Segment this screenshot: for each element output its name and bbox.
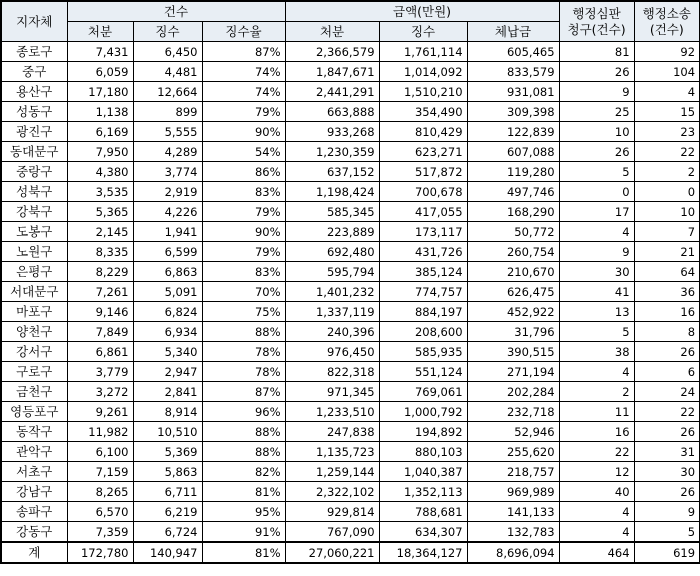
table-row: [1, 62, 700, 82]
cell-amount-arrears: 141,133: [467, 502, 559, 522]
cell-count-collection: 8,914: [133, 402, 202, 422]
table-row: [1, 442, 700, 462]
cell-amount-disposition: 2,366,579: [285, 42, 379, 62]
cell-amount-disposition: 595,794: [285, 262, 379, 282]
cell-count-collection: 6,711: [133, 482, 202, 502]
table-row: [1, 82, 700, 102]
cell-region-name: 성북구: [1, 182, 67, 202]
header-admin-appeal-line2: 청구(건수): [567, 21, 626, 37]
cell-count-collection: 4,226: [133, 202, 202, 222]
cell-count-disposition: 7,159: [67, 462, 133, 482]
total-admin-lawsuit-count: 619: [634, 542, 700, 563]
cell-admin-appeal-count: 12: [559, 462, 634, 482]
cell-amount-arrears: 931,081: [467, 82, 559, 102]
cell-admin-lawsuit-count: 2: [634, 162, 700, 182]
cell-count-rate: 88%: [202, 442, 285, 462]
cell-count-rate: 82%: [202, 462, 285, 482]
cell-amount-collection: 1,040,387: [379, 462, 467, 482]
table-row: [1, 342, 700, 362]
cell-admin-lawsuit-count: 26: [634, 482, 700, 502]
cell-count-rate: 83%: [202, 182, 285, 202]
cell-admin-appeal-count: 26: [559, 62, 634, 82]
table-row: [1, 482, 700, 502]
cell-count-disposition: 6,169: [67, 122, 133, 142]
cell-amount-collection: 354,490: [379, 102, 467, 122]
cell-admin-appeal-count: 30: [559, 262, 634, 282]
cell-amount-arrears: 232,718: [467, 402, 559, 422]
cell-amount-arrears: 52,946: [467, 422, 559, 442]
cell-amount-disposition: 663,888: [285, 102, 379, 122]
cell-count-disposition: 8,229: [67, 262, 133, 282]
cell-admin-appeal-count: 0: [559, 182, 634, 202]
cell-count-disposition: 17,180: [67, 82, 133, 102]
cell-admin-appeal-count: 81: [559, 42, 634, 62]
cell-admin-lawsuit-count: 0: [634, 182, 700, 202]
total-count-rate: 81%: [202, 542, 285, 563]
table-row: [1, 142, 700, 162]
cell-count-disposition: 6,100: [67, 442, 133, 462]
cell-region-name: 용산구: [1, 82, 67, 102]
cell-region-name: 도봉구: [1, 222, 67, 242]
cell-amount-disposition: 223,889: [285, 222, 379, 242]
cell-amount-collection: 1,761,114: [379, 42, 467, 62]
cell-count-disposition: 9,146: [67, 302, 133, 322]
cell-count-disposition: 4,380: [67, 162, 133, 182]
cell-amount-collection: 634,307: [379, 522, 467, 543]
total-amount-arrears: 8,696,094: [467, 542, 559, 563]
cell-amount-arrears: 260,754: [467, 242, 559, 262]
cell-amount-arrears: 210,670: [467, 262, 559, 282]
cell-amount-arrears: 255,620: [467, 442, 559, 462]
cell-amount-arrears: 218,757: [467, 462, 559, 482]
cell-amount-disposition: 976,450: [285, 342, 379, 362]
table-row: [1, 322, 700, 342]
cell-count-collection: 2,919: [133, 182, 202, 202]
cell-amount-collection: 417,055: [379, 202, 467, 222]
cell-amount-arrears: 626,475: [467, 282, 559, 302]
cell-admin-lawsuit-count: 10: [634, 202, 700, 222]
cell-amount-arrears: 50,772: [467, 222, 559, 242]
cell-amount-disposition: 767,090: [285, 522, 379, 543]
table-row: [1, 282, 700, 302]
header-amount-collection: 징수: [379, 22, 467, 42]
cell-admin-lawsuit-count: 23: [634, 122, 700, 142]
cell-amount-disposition: 971,345: [285, 382, 379, 402]
cell-count-disposition: 11,982: [67, 422, 133, 442]
cell-count-disposition: 9,261: [67, 402, 133, 422]
cell-count-collection: 4,289: [133, 142, 202, 162]
cell-admin-lawsuit-count: 15: [634, 102, 700, 122]
cell-region-name: 노원구: [1, 242, 67, 262]
cell-amount-disposition: 1,198,424: [285, 182, 379, 202]
table-row: [1, 402, 700, 422]
cell-admin-appeal-count: 17: [559, 202, 634, 222]
cell-admin-appeal-count: 4: [559, 522, 634, 543]
cell-admin-lawsuit-count: 8: [634, 322, 700, 342]
cell-amount-collection: 788,681: [379, 502, 467, 522]
cell-amount-arrears: 607,088: [467, 142, 559, 162]
cell-admin-appeal-count: 4: [559, 502, 634, 522]
cell-count-rate: 81%: [202, 482, 285, 502]
cell-region-name: 광진구: [1, 122, 67, 142]
cell-admin-appeal-count: 11: [559, 402, 634, 422]
cell-admin-lawsuit-count: 31: [634, 442, 700, 462]
cell-amount-collection: 517,872: [379, 162, 467, 182]
cell-count-rate: 87%: [202, 382, 285, 402]
cell-admin-lawsuit-count: 36: [634, 282, 700, 302]
header-admin-lawsuit-line1: 행정소송: [642, 5, 691, 21]
table-row: [1, 122, 700, 142]
cell-amount-arrears: 497,746: [467, 182, 559, 202]
cell-count-collection: 5,555: [133, 122, 202, 142]
cell-amount-arrears: 969,989: [467, 482, 559, 502]
cell-amount-arrears: 132,783: [467, 522, 559, 543]
cell-count-collection: 10,510: [133, 422, 202, 442]
cell-amount-disposition: 2,322,102: [285, 482, 379, 502]
cell-count-collection: 6,934: [133, 322, 202, 342]
cell-admin-appeal-count: 25: [559, 102, 634, 122]
table-row: [1, 222, 700, 242]
cell-amount-arrears: 309,398: [467, 102, 559, 122]
table-row: [1, 362, 700, 382]
cell-count-collection: 3,774: [133, 162, 202, 182]
cell-admin-appeal-count: 10: [559, 122, 634, 142]
cell-amount-collection: 1,510,210: [379, 82, 467, 102]
cell-region-name: 서초구: [1, 462, 67, 482]
cell-region-name: 은평구: [1, 262, 67, 282]
cell-count-collection: 4,481: [133, 62, 202, 82]
table-row: [1, 502, 700, 522]
table-row: [1, 302, 700, 322]
cell-admin-lawsuit-count: 22: [634, 402, 700, 422]
total-count-collection: 140,947: [133, 542, 202, 563]
cell-amount-disposition: 1,259,144: [285, 462, 379, 482]
cell-region-name: 성동구: [1, 102, 67, 122]
cell-count-rate: 78%: [202, 362, 285, 382]
cell-region-name: 강서구: [1, 342, 67, 362]
table-row: [1, 242, 700, 262]
cell-amount-collection: 884,197: [379, 302, 467, 322]
cell-amount-disposition: 1,847,671: [285, 62, 379, 82]
cell-count-rate: 96%: [202, 402, 285, 422]
table-row: [1, 382, 700, 402]
cell-count-rate: 74%: [202, 82, 285, 102]
cell-region-name: 금천구: [1, 382, 67, 402]
header-amount-arrears: 체납금: [467, 22, 559, 42]
cell-amount-disposition: 1,233,510: [285, 402, 379, 422]
cell-amount-arrears: 390,515: [467, 342, 559, 362]
cell-count-collection: 6,219: [133, 502, 202, 522]
header-admin-lawsuit-line2: (건수): [649, 21, 684, 37]
cell-region-name: 송파구: [1, 502, 67, 522]
cell-admin-appeal-count: 13: [559, 302, 634, 322]
cell-amount-collection: 208,600: [379, 322, 467, 342]
header-admin-appeal: [559, 1, 634, 42]
cell-amount-disposition: 692,480: [285, 242, 379, 262]
cell-count-collection: 5,863: [133, 462, 202, 482]
cell-count-disposition: 8,335: [67, 242, 133, 262]
cell-amount-disposition: 933,268: [285, 122, 379, 142]
cell-amount-disposition: 1,230,359: [285, 142, 379, 162]
cell-region-name: 구로구: [1, 362, 67, 382]
cell-amount-collection: 774,757: [379, 282, 467, 302]
cell-count-rate: 79%: [202, 102, 285, 122]
cell-admin-lawsuit-count: 24: [634, 382, 700, 402]
cell-amount-collection: 880,103: [379, 442, 467, 462]
cell-count-disposition: 6,059: [67, 62, 133, 82]
cell-count-rate: 79%: [202, 242, 285, 262]
cell-amount-collection: 585,935: [379, 342, 467, 362]
cell-amount-arrears: 202,284: [467, 382, 559, 402]
total-region-name: 계: [1, 542, 67, 563]
cell-count-rate: 95%: [202, 502, 285, 522]
cell-admin-appeal-count: 5: [559, 322, 634, 342]
cell-region-name: 마포구: [1, 302, 67, 322]
cell-admin-appeal-count: 38: [559, 342, 634, 362]
cell-amount-arrears: 833,579: [467, 62, 559, 82]
cell-amount-collection: 194,892: [379, 422, 467, 442]
cell-region-name: 양천구: [1, 322, 67, 342]
cell-amount-arrears: 119,280: [467, 162, 559, 182]
cell-amount-disposition: 1,337,119: [285, 302, 379, 322]
cell-admin-lawsuit-count: 22: [634, 142, 700, 162]
cell-amount-collection: 1,352,113: [379, 482, 467, 502]
cell-count-disposition: 5,365: [67, 202, 133, 222]
header-count-disposition: 처분: [67, 22, 133, 42]
cell-count-rate: 90%: [202, 222, 285, 242]
cell-admin-lawsuit-count: 26: [634, 342, 700, 362]
cell-count-disposition: 7,261: [67, 282, 133, 302]
cell-count-collection: 6,450: [133, 42, 202, 62]
cell-admin-appeal-count: 5: [559, 162, 634, 182]
cell-amount-disposition: 240,396: [285, 322, 379, 342]
cell-amount-arrears: 122,839: [467, 122, 559, 142]
table-body: [1, 42, 700, 564]
header-amount-disposition: 처분: [285, 22, 379, 42]
cell-amount-disposition: 637,152: [285, 162, 379, 182]
table-row: [1, 162, 700, 182]
cell-count-disposition: 7,431: [67, 42, 133, 62]
cell-amount-collection: 810,429: [379, 122, 467, 142]
cell-count-collection: 6,824: [133, 302, 202, 322]
cell-admin-appeal-count: 41: [559, 282, 634, 302]
cell-count-disposition: 7,849: [67, 322, 133, 342]
cell-count-rate: 88%: [202, 322, 285, 342]
cell-count-disposition: 3,535: [67, 182, 133, 202]
total-admin-appeal-count: 464: [559, 542, 634, 563]
cell-amount-collection: 431,726: [379, 242, 467, 262]
cell-admin-appeal-count: 2: [559, 382, 634, 402]
cell-admin-appeal-count: 26: [559, 142, 634, 162]
cell-count-disposition: 2,145: [67, 222, 133, 242]
cell-admin-appeal-count: 16: [559, 422, 634, 442]
cell-count-collection: 5,369: [133, 442, 202, 462]
cell-admin-lawsuit-count: 64: [634, 262, 700, 282]
cell-count-collection: 1,941: [133, 222, 202, 242]
cell-amount-disposition: 1,135,723: [285, 442, 379, 462]
cell-admin-lawsuit-count: 4: [634, 82, 700, 102]
cell-count-disposition: 7,359: [67, 522, 133, 543]
cell-admin-lawsuit-count: 92: [634, 42, 700, 62]
cell-amount-disposition: 822,318: [285, 362, 379, 382]
cell-region-name: 종로구: [1, 42, 67, 62]
table-row: [1, 182, 700, 202]
cell-region-name: 중구: [1, 62, 67, 82]
cell-admin-appeal-count: 9: [559, 242, 634, 262]
cell-region-name: 동대문구: [1, 142, 67, 162]
cell-amount-collection: 1,000,792: [379, 402, 467, 422]
cell-admin-lawsuit-count: 30: [634, 462, 700, 482]
cell-admin-lawsuit-count: 21: [634, 242, 700, 262]
cell-admin-lawsuit-count: 5: [634, 522, 700, 543]
table-row: [1, 462, 700, 482]
cell-region-name: 영등포구: [1, 402, 67, 422]
cell-region-name: 동작구: [1, 422, 67, 442]
cell-amount-collection: 551,124: [379, 362, 467, 382]
cell-admin-appeal-count: 40: [559, 482, 634, 502]
table-row: [1, 202, 700, 222]
cell-count-rate: 83%: [202, 262, 285, 282]
cell-admin-lawsuit-count: 7: [634, 222, 700, 242]
cell-amount-arrears: 605,465: [467, 42, 559, 62]
cell-amount-disposition: 585,345: [285, 202, 379, 222]
cell-count-collection: 5,340: [133, 342, 202, 362]
cell-amount-disposition: 2,441,291: [285, 82, 379, 102]
header-count-collection: 징수: [133, 22, 202, 42]
header-admin-lawsuit: [634, 1, 700, 42]
cell-count-collection: 899: [133, 102, 202, 122]
cell-region-name: 서대문구: [1, 282, 67, 302]
cell-count-collection: 6,599: [133, 242, 202, 262]
cell-count-rate: 74%: [202, 62, 285, 82]
header-count-group: 건수: [67, 1, 285, 22]
cell-count-rate: 79%: [202, 202, 285, 222]
cell-region-name: 강북구: [1, 202, 67, 222]
cell-amount-disposition: 1,401,232: [285, 282, 379, 302]
cell-admin-lawsuit-count: 104: [634, 62, 700, 82]
cell-count-disposition: 1,138: [67, 102, 133, 122]
total-amount-disposition: 27,060,221: [285, 542, 379, 563]
cell-count-rate: 91%: [202, 522, 285, 543]
cell-count-disposition: 3,779: [67, 362, 133, 382]
cell-count-disposition: 7,950: [67, 142, 133, 162]
cell-count-rate: 70%: [202, 282, 285, 302]
cell-count-disposition: 6,570: [67, 502, 133, 522]
header-amount-group: 금액(만원): [285, 1, 559, 22]
cell-count-collection: 2,841: [133, 382, 202, 402]
cell-admin-appeal-count: 22: [559, 442, 634, 462]
cell-count-disposition: 8,265: [67, 482, 133, 502]
cell-count-collection: 2,947: [133, 362, 202, 382]
cell-amount-disposition: 929,814: [285, 502, 379, 522]
cell-amount-arrears: 168,290: [467, 202, 559, 222]
cell-count-disposition: 3,272: [67, 382, 133, 402]
cell-amount-collection: 173,117: [379, 222, 467, 242]
cell-amount-collection: 1,014,092: [379, 62, 467, 82]
cell-count-rate: 54%: [202, 142, 285, 162]
cell-amount-arrears: 271,194: [467, 362, 559, 382]
cell-region-name: 강남구: [1, 482, 67, 502]
cell-amount-collection: 623,271: [379, 142, 467, 162]
cell-amount-collection: 769,061: [379, 382, 467, 402]
cell-region-name: 강동구: [1, 522, 67, 543]
total-amount-collection: 18,364,127: [379, 542, 467, 563]
cell-admin-lawsuit-count: 26: [634, 422, 700, 442]
cell-admin-appeal-count: 9: [559, 82, 634, 102]
cell-region-name: 관악구: [1, 442, 67, 462]
total-row: [1, 542, 700, 563]
cell-admin-lawsuit-count: 6: [634, 362, 700, 382]
cell-count-collection: 5,091: [133, 282, 202, 302]
total-count-disposition: 172,780: [67, 542, 133, 563]
cell-count-rate: 78%: [202, 342, 285, 362]
cell-admin-lawsuit-count: 9: [634, 502, 700, 522]
table-row: [1, 42, 700, 62]
cell-admin-appeal-count: 4: [559, 362, 634, 382]
cell-count-collection: 12,664: [133, 82, 202, 102]
cell-amount-arrears: 31,796: [467, 322, 559, 342]
cell-count-collection: 6,863: [133, 262, 202, 282]
cell-amount-collection: 385,124: [379, 262, 467, 282]
cell-count-rate: 88%: [202, 422, 285, 442]
header-region: 지자체: [1, 1, 67, 42]
table-row: [1, 522, 700, 543]
table-row: [1, 422, 700, 442]
cell-amount-disposition: 247,838: [285, 422, 379, 442]
cell-count-collection: 6,724: [133, 522, 202, 543]
cell-admin-lawsuit-count: 16: [634, 302, 700, 322]
cell-count-disposition: 6,861: [67, 342, 133, 362]
table-row: [1, 102, 700, 122]
cell-count-rate: 90%: [202, 122, 285, 142]
cell-count-rate: 87%: [202, 42, 285, 62]
cell-admin-appeal-count: 4: [559, 222, 634, 242]
header-count-rate: 징수율: [202, 22, 285, 42]
cell-count-rate: 86%: [202, 162, 285, 182]
header-admin-appeal-line1: 행정심판: [572, 5, 621, 21]
cell-amount-collection: 700,678: [379, 182, 467, 202]
cell-amount-arrears: 452,922: [467, 302, 559, 322]
cell-region-name: 중랑구: [1, 162, 67, 182]
cell-count-rate: 75%: [202, 302, 285, 322]
table-row: [1, 262, 700, 282]
